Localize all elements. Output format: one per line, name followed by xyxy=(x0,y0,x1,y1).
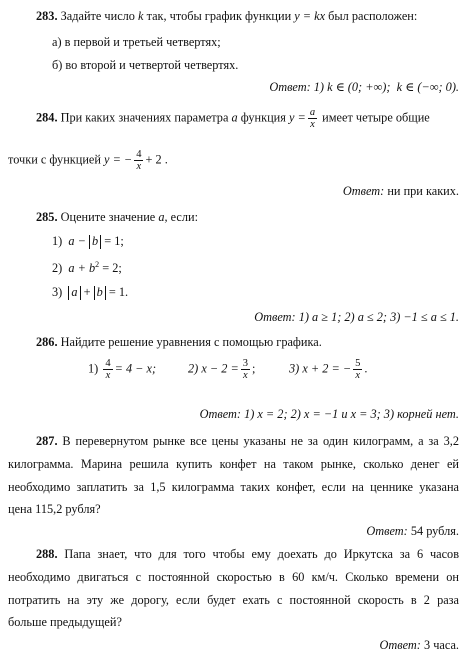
problem-286-equation-3 xyxy=(289,358,367,381)
problem-number: 287. xyxy=(36,434,58,448)
text: функция xyxy=(240,110,286,125)
abs-value-b: b xyxy=(94,286,106,300)
answer-label: Ответ: xyxy=(342,184,385,198)
problem-284-statement xyxy=(36,107,430,130)
problem-286-statement xyxy=(36,336,322,348)
problem-285-case-1 xyxy=(52,235,124,249)
answer-label: Ответ: xyxy=(269,80,311,94)
variable: k xyxy=(138,9,144,23)
text: был расположен: xyxy=(328,9,418,23)
problem-number: 285. xyxy=(36,210,58,224)
text: В перевернутом рынке все цены указаны не за один килограмм, а за 3,2 xyxy=(62,434,460,448)
case-number: 1) xyxy=(52,234,63,248)
expr: a + b xyxy=(68,261,96,276)
case-number: 2) xyxy=(52,261,63,276)
problem-number: 284. xyxy=(36,110,58,125)
problem-283-option-a: а) в первой и третьей четвертях; xyxy=(52,35,221,49)
numerator: a xyxy=(309,107,316,118)
answer-text: 54 рубля. xyxy=(410,524,459,538)
eq-end: ; xyxy=(252,361,256,376)
problem-number: 288. xyxy=(36,547,58,561)
eq-number: 1) xyxy=(88,361,99,376)
answer-part-1: 1) k ∈ (0; +∞); xyxy=(313,80,391,94)
answer-part-2: k ∈ (−∞; 0). xyxy=(396,80,459,94)
answer-text: 1) a ≥ 1; 2) a ≤ 2; 3) −1 ≤ a ≤ 1. xyxy=(298,310,459,324)
text: если: xyxy=(170,210,199,224)
denominator: x xyxy=(105,370,111,382)
answer-text: 1) x = 2; 2) x = −1 и x = 3; 3) корней нет. xyxy=(244,407,459,421)
answer-label: Ответ: xyxy=(199,407,241,421)
expr-rhs: = 1. xyxy=(108,285,129,299)
abs-value: b xyxy=(89,235,101,249)
answer-label: Ответ: xyxy=(366,524,408,538)
fraction xyxy=(134,149,143,172)
problem-number: 286. xyxy=(36,335,58,349)
text: При каких значениях параметра xyxy=(60,110,229,125)
parameter: a, xyxy=(158,210,168,224)
problem-288-line-3: потратить на эту же дорогу, если будет ехать с постоянной скорость в 2 раза xyxy=(8,593,459,607)
formula: y = kx xyxy=(294,9,326,23)
numerator: 3 xyxy=(242,358,248,369)
answer-text: 3 часа. xyxy=(423,638,459,652)
problem-287-line-2: килограмма. Марина решила купить конфет на таком рынке, сколько денег ей xyxy=(8,457,459,471)
problem-number: 283. xyxy=(36,9,58,23)
text: Папа знает, что для того чтобы ему доехать до Иркутска за 6 часов xyxy=(64,547,459,561)
text: точки с функцией xyxy=(8,152,101,167)
abs-value-a: a xyxy=(68,286,80,300)
expr-rhs: = 2; xyxy=(102,261,122,276)
problem-285-answer xyxy=(254,311,459,323)
problem-286-answer xyxy=(200,408,459,420)
parameter: a xyxy=(231,110,238,125)
problem-287-answer xyxy=(366,525,459,537)
problem-287-line-1 xyxy=(36,435,459,447)
problem-286-equation-1 xyxy=(88,358,156,381)
expr-rhs: = 1; xyxy=(104,234,124,248)
denominator: x xyxy=(310,119,315,131)
plus: + xyxy=(83,285,91,299)
formula-lhs: y = xyxy=(289,110,306,125)
problem-283-statement xyxy=(36,10,417,22)
expr: a − xyxy=(68,234,86,248)
text: Найдите решение уравнения с помощью графика. xyxy=(60,335,322,349)
denominator: x xyxy=(243,370,248,382)
eq-lhs: 3) x + 2 = − xyxy=(289,361,352,376)
problem-285-statement xyxy=(36,211,198,223)
problem-286-equation-2 xyxy=(188,358,255,381)
problem-285-case-3 xyxy=(52,286,128,300)
problem-283-option-b: б) во второй и четвертой четвертях. xyxy=(52,58,239,72)
text: Задайте число xyxy=(60,9,135,23)
formula-lhs: y = − xyxy=(104,152,133,167)
numerator: 5 xyxy=(355,358,361,369)
eq-rhs: = 4 − x; xyxy=(114,361,157,376)
eq-end: . xyxy=(364,361,368,376)
problem-288-line-2: необходимо двигаться с постоянной скоростью в 60 км/ч. Сколько времени он xyxy=(8,570,459,584)
problem-283-answer xyxy=(269,81,459,93)
answer-label: Ответ: xyxy=(379,638,421,652)
denominator: x xyxy=(136,161,142,173)
formula-rhs: + 2 . xyxy=(145,152,168,167)
text: Оцените значение xyxy=(60,210,156,224)
problem-287-line-4: цена 115,2 рубля? xyxy=(8,502,101,516)
problem-285-case-2 xyxy=(52,261,122,274)
problem-288-line-4: больше предыдущей? xyxy=(8,615,122,629)
problem-288-answer xyxy=(380,639,459,651)
fraction xyxy=(308,107,317,130)
text: имеет четыре общие xyxy=(322,110,430,125)
eq-lhs: 2) x − 2 = xyxy=(188,361,239,376)
text: так, чтобы график функции xyxy=(146,9,292,23)
problem-288-line-1 xyxy=(36,548,459,560)
problem-284-answer xyxy=(343,185,459,197)
fraction xyxy=(241,358,250,381)
answer-label: Ответ: xyxy=(254,310,296,324)
exponent: 2 xyxy=(95,260,100,269)
denominator: x xyxy=(355,370,361,382)
numerator: 4 xyxy=(105,358,111,369)
numerator: 4 xyxy=(136,149,142,160)
problem-284-line-2 xyxy=(8,149,168,172)
case-number: 3) xyxy=(52,285,63,299)
problem-287-line-3: необходимо заплатить за 1,5 килограмма таких конфет, если на ценнике указана xyxy=(8,480,459,494)
answer-text: ни при каких. xyxy=(387,184,459,198)
fraction xyxy=(353,358,362,381)
fraction xyxy=(103,358,112,381)
